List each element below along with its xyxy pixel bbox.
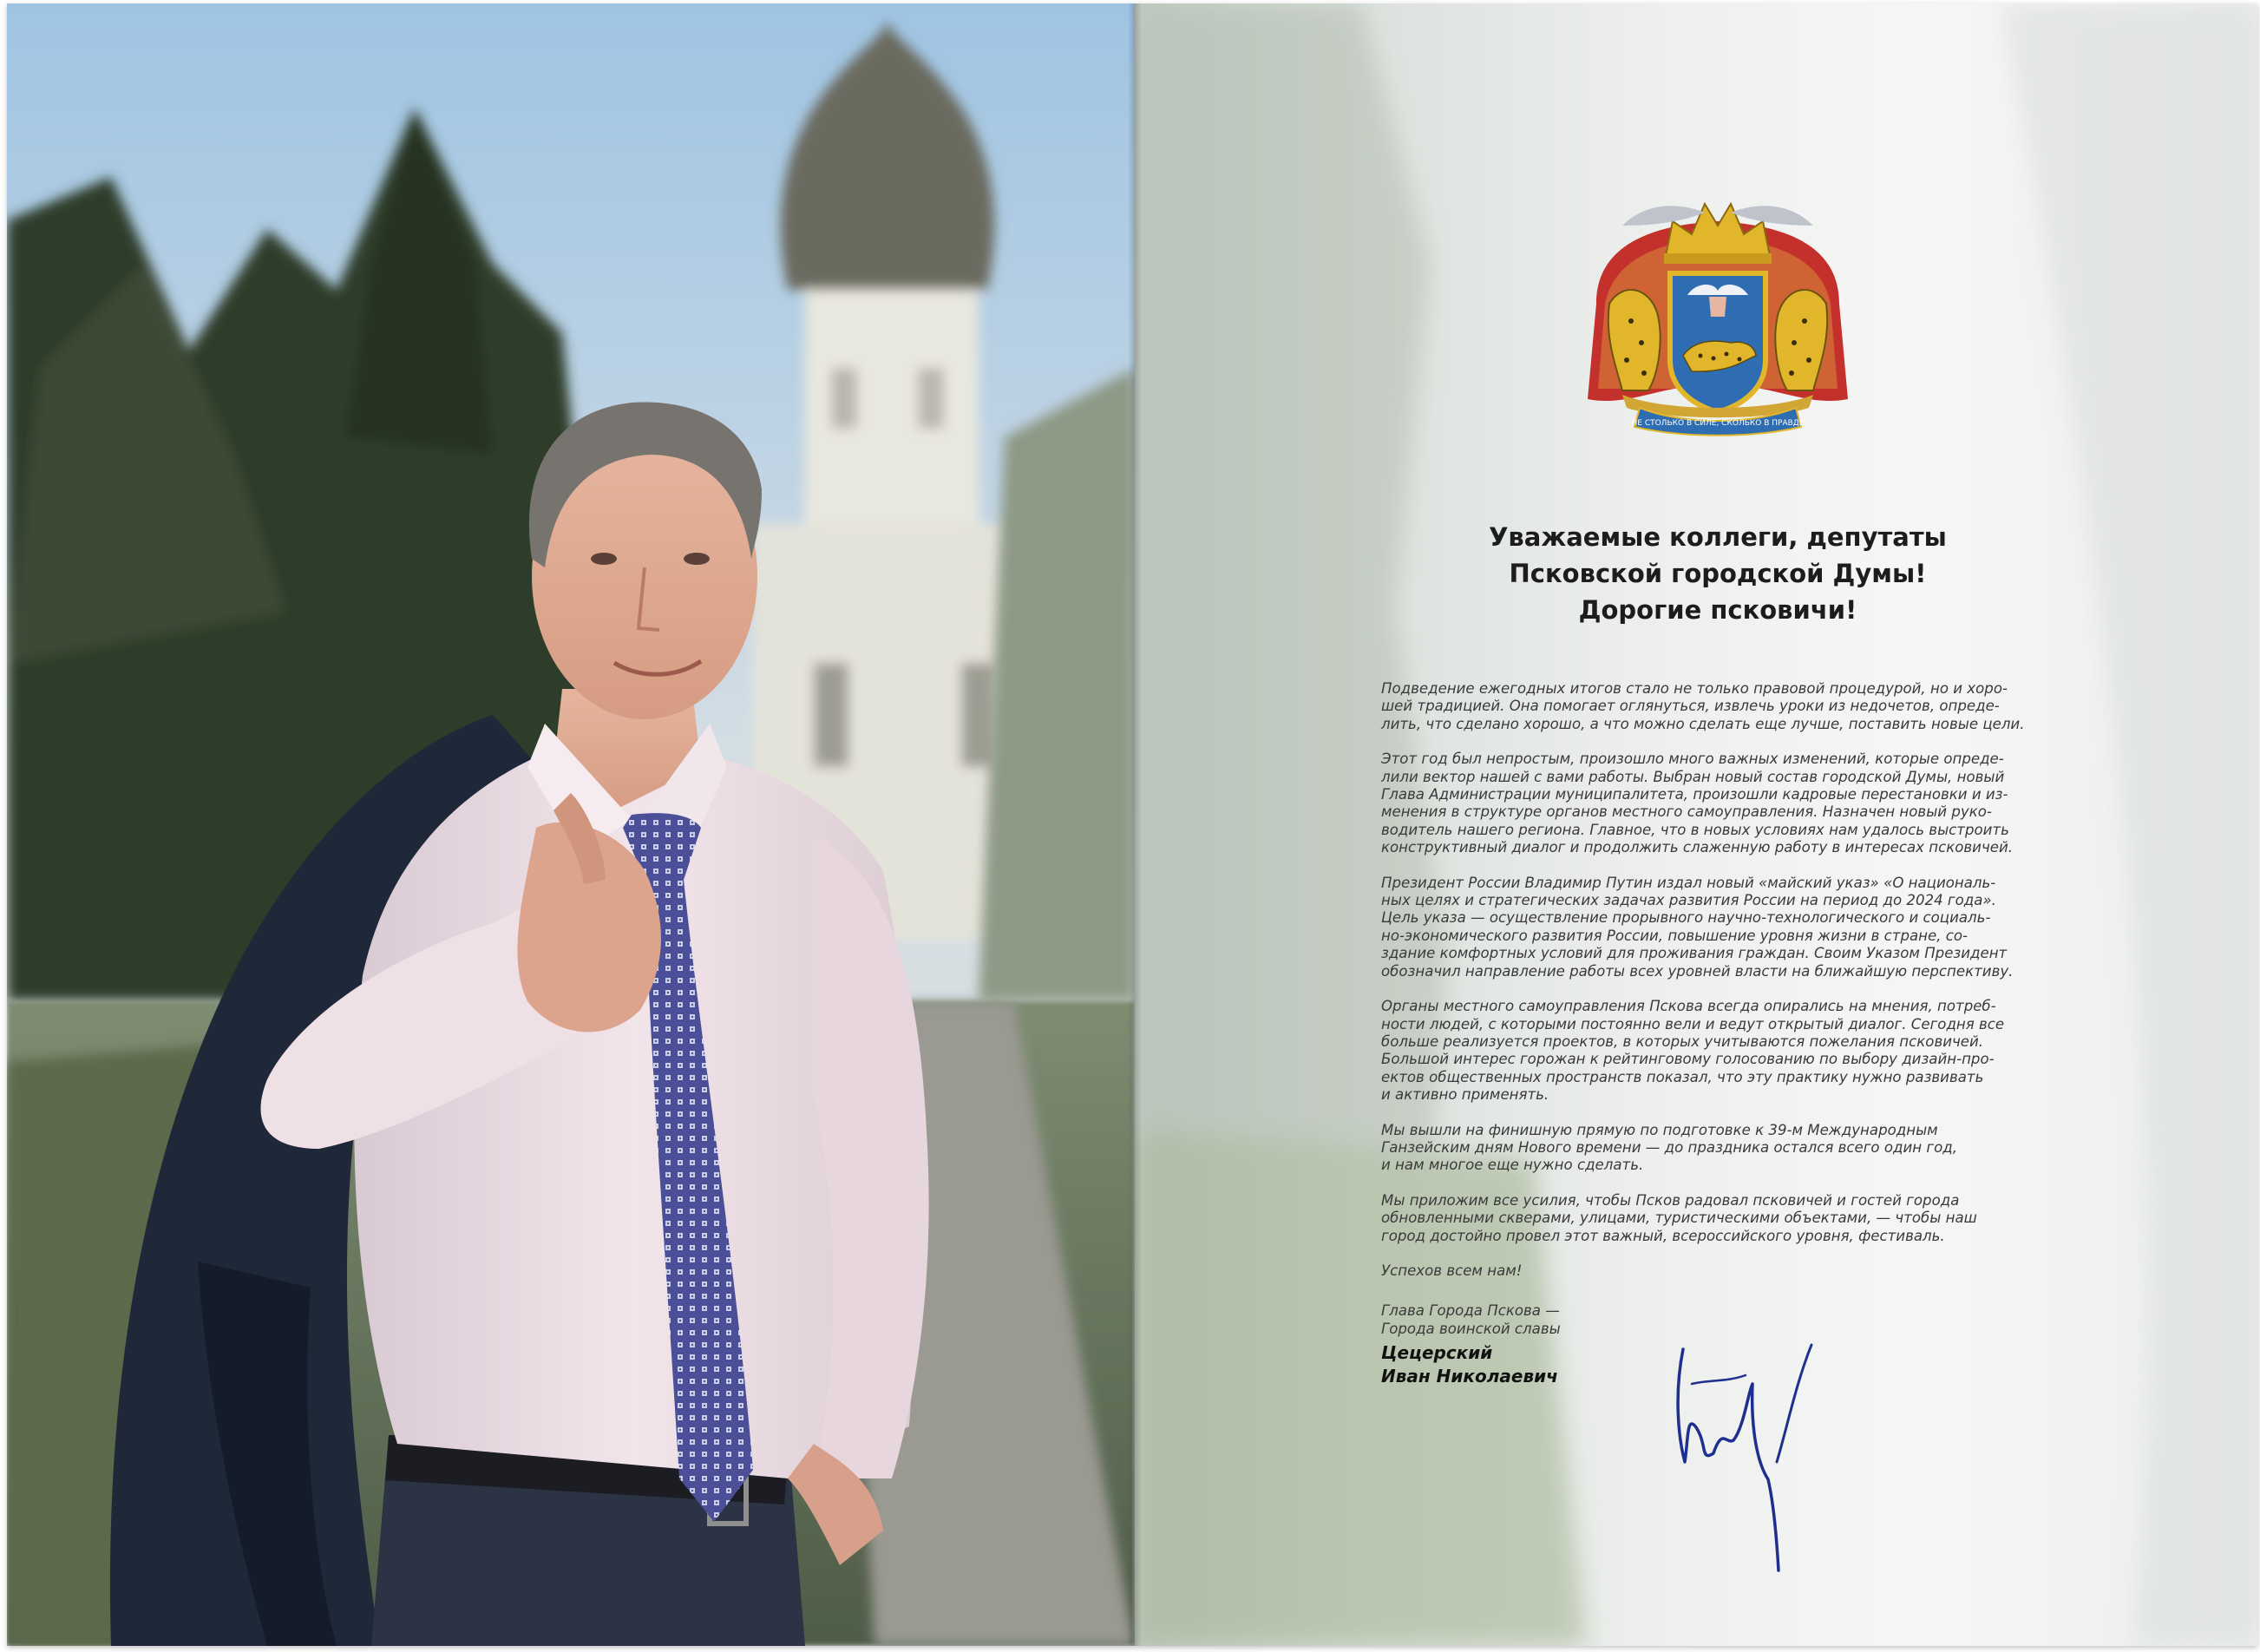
signatory-role-line-2: Города воинской славы <box>1381 1320 1561 1337</box>
heading-line-1: Уважаемые коллеги, депутаты <box>1489 522 1947 552</box>
paragraph-line: шей традицией. Она помогает оглянуться, извлечь уроки из недочетов, опреде- <box>1381 698 2000 715</box>
signatory-given-names: Иван Николаевич <box>1381 1366 1558 1387</box>
paragraph-line: Ганзейским дням Нового времени — до праздника остался всего один год, <box>1381 1138 1957 1156</box>
spine-gutter <box>1128 3 1142 1646</box>
paragraph-line: город достойно провел этот важный, всероссийского уровня, фестиваль. <box>1381 1227 1945 1244</box>
heading-line-2: Псковской городской Думы! <box>1509 559 1927 588</box>
coat-of-arms-emblem <box>1562 174 1874 442</box>
signatory-surname: Цецерский <box>1381 1342 1493 1364</box>
heading-line-3: Дорогие псковичи! <box>1578 595 1857 625</box>
portrait-photo <box>7 3 1135 1646</box>
paragraph-line: Глава Администрации муниципалитета, произошли кадровые перестановки и из- <box>1381 786 2008 803</box>
paragraph-5 <box>1381 1122 2058 1175</box>
paragraph-line: Президент России Владимир Путин издал новый «майский указ» «О националь- <box>1381 874 1996 891</box>
paragraph-line: Цель указа — осуществление прорывного научно-технологического и социаль- <box>1381 909 1991 927</box>
paragraph-line: ектов общественных пространств показал, что эту практику нужно развивать <box>1381 1068 1984 1085</box>
handwritten-signature <box>1666 1332 1831 1575</box>
paragraph-line: обозначил направление работы всех уровней власти на ближайшую перспективу. <box>1381 962 2014 980</box>
closing-wish: Успехов всем нам! <box>1381 1262 1523 1279</box>
paragraph-line: Этот год был непростым, произошло много важных изменений, которые опреде- <box>1381 751 2004 768</box>
paragraph-line: здание комфортных условий для проживания граждан. Своим Указом Президент <box>1381 945 2008 962</box>
portrait-illustration <box>7 3 1135 1646</box>
paragraph-line: и нам многое еще нужно сделать. <box>1381 1157 1644 1174</box>
signatory-role-line-1: Глава Города Пскова — <box>1381 1302 1560 1320</box>
letter-body <box>1381 680 2058 1388</box>
paragraph-line: Большой интерес горожан к рейтинговому голосованию по выбору дизайн-про- <box>1381 1051 1995 1068</box>
paragraph-1 <box>1381 680 2058 733</box>
paragraph-line: Органы местного самоуправления Пскова всегда опирались на мнения, потреб- <box>1381 998 1996 1015</box>
paragraph-line: конструктивный диалог и продолжить слаженную работу в интересах псковичей. <box>1381 839 2014 856</box>
paragraph-line: обновленными скверами, улицами, туристическими объектами, — чтобы наш <box>1381 1210 1977 1227</box>
paragraph-line: и активно применять. <box>1381 1086 1549 1104</box>
paragraph-4 <box>1381 998 2058 1104</box>
paragraph-line: водитель нашего региона. Главное, что в новых условиях нам удалось выстроить <box>1381 821 2009 838</box>
paragraph-2 <box>1381 751 2058 856</box>
paragraph-line: Мы приложим все усилия, чтобы Псков радовал псковичей и гостей города <box>1381 1191 1960 1209</box>
letter-heading <box>1388 519 2047 628</box>
paragraph-line: больше реализуется проектов, в которых учитываются пожелания псковичей. <box>1381 1032 1984 1050</box>
paragraph-line: Подведение ежегодных итогов стало не только правовой процедурой, но и хоро- <box>1381 680 2008 697</box>
paragraph-line: ности людей, с которыми постоянно вели и ведут открытый диалог. Сегодня все <box>1381 1015 2005 1032</box>
emblem-motto: НЕ СТОЛЬКО В СИЛЕ, СКОЛЬКО В ПРАВДЕ <box>1631 419 1805 428</box>
paragraph-line: но-экономического развития России, повышение уровня жизни в стране, со- <box>1381 927 1968 944</box>
paragraph-line: менения в структуре органов местного самоуправления. Назначен новый руко- <box>1381 803 1992 821</box>
paragraph-line: ных целях и стратегических задачах развития России на период до 2024 года». <box>1381 892 1996 909</box>
paragraph-line: лить, что сделано хорошо, а что можно сделать еще лучше, поставить новые цели. <box>1381 715 2025 732</box>
paragraph-line: Мы вышли на финишную прямую по подготовке к 39-м Международным <box>1381 1121 1938 1138</box>
paragraph-3 <box>1381 875 2058 980</box>
paragraph-line: лили вектор нашей с вами работы. Выбран новый состав городской Думы, новый <box>1381 768 2005 785</box>
paragraph-6 <box>1381 1192 2058 1245</box>
